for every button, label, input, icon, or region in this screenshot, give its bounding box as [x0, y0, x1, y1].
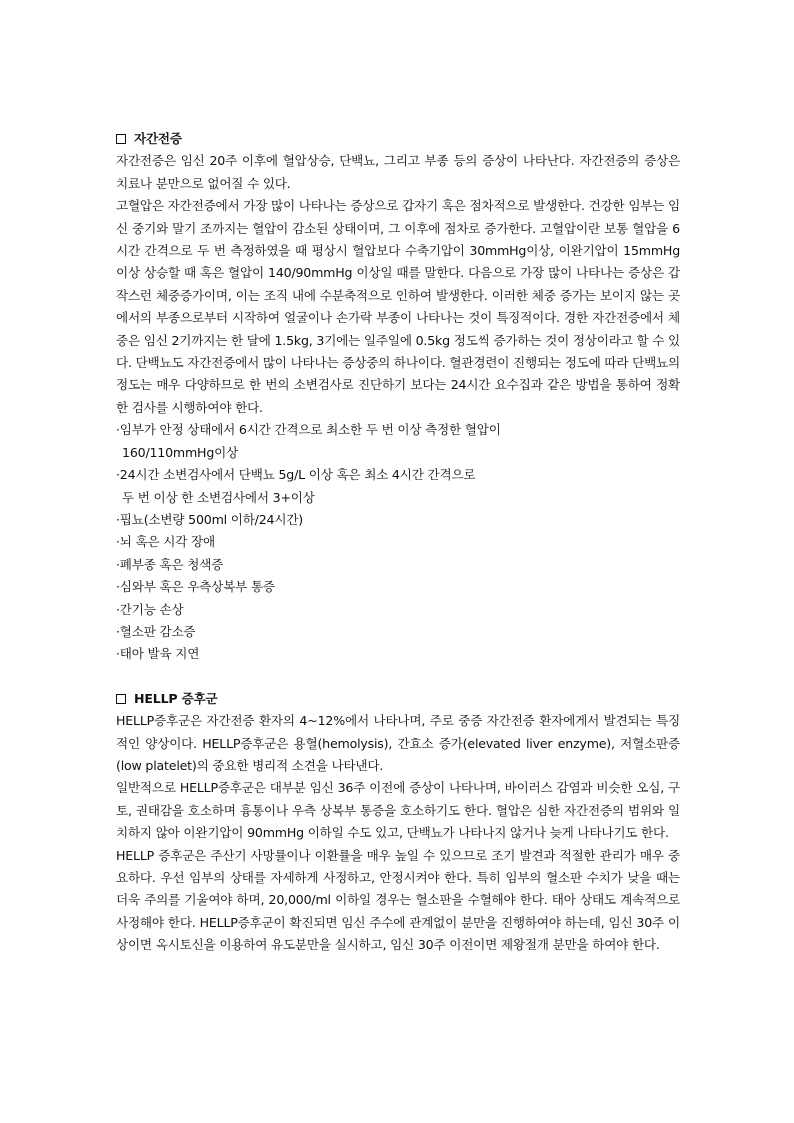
list-item [116, 419, 680, 464]
checkbox-square-icon [116, 134, 126, 144]
document-content [116, 128, 680, 957]
paragraph: HELLP증후군은 자간전증 환자의 4~12%에서 나타나며, 주로 중증 자간전증 환자에게서 발견되는 특징적인 양상이다. HELLP증후군은 용혈(hemolysis), 간효소 증가(elevated liver enzyme), 저혈소판증(low platelet)의 중요한 병리적 소견을 나타낸다. [116, 713, 680, 773]
list-item: ·간기능 손상 [116, 601, 184, 617]
section-heading-preeclampsia [116, 128, 680, 150]
section-title: 자간전증 [134, 131, 182, 146]
list-item: ·심와부 혹은 우측상복부 통증 [116, 579, 275, 595]
section-spacer [116, 666, 680, 688]
section-title: HELLP 증후군 [134, 690, 218, 706]
paragraph: HELLP 증후군은 주산기 사망률이나 이환률을 매우 높일 수 있으므로 조기 발견과 적절한 관리가 매우 중요하다. 우선 임부의 상태를 자세하게 사정하고, 안정시켜야 한다. 특히 임부의 혈소판 수치가 낮을 때는 더욱 주의를 기울여야 하며, 20,000/ml 이하일 경우는 혈소판을 수혈해야 한다. 태아 상태도 계속적으로 사정해야 한다. HELLP증후군이 확진되면 임신 주수에 관계없이 분만을 진행하여야 하는데, 임신 30주 이상이면 옥시토신을 이용하여 유도분만을 실시하고, 임신 30주 이전이면 제왕절개 분만을 하여야 한다. [116, 847, 680, 953]
checkbox-square-icon [116, 694, 126, 704]
list-item-line: ·임부가 안정 상태에서 6시간 간격으로 최소한 두 번 이상 측정한 혈압이 [116, 422, 501, 438]
list-item: ·핍뇨(소변량 500ml 이하/24시간) [116, 511, 303, 527]
list-item: ·폐부종 혹은 청색증 [116, 556, 224, 572]
list-item: ·혈소판 감소증 [116, 623, 196, 639]
paragraph: 일반적으로 HELLP증후군은 대부분 임신 36주 이전에 증상이 나타나며, 바이러스 감염과 비슷한 오심, 구토, 권태감을 호소하며 흉통이나 우측 상복부 통증을 호소하기도 한다. 혈압은 심한 자간전증의 범위와 일치하지 않아 이완기압이 90mmHg 이하일 수도 있고, 단백뇨가 나타나지 않거나 늦게 나타나기도 한다. [116, 780, 680, 841]
list-item-line: ·24시간 소변검사에서 단백뇨 5g/L 이상 혹은 최소 4시간 간격으로 [116, 467, 476, 483]
list-item: ·뇌 혹은 시각 장애 [116, 534, 215, 550]
list-item-continuation: 160/110mmHg이상 [122, 444, 239, 460]
paragraph: 고혈압은 자간전증에서 가장 많이 나타나는 증상으로 갑자기 혹은 점차적으로 발생한다. 건강한 임부는 임신 중기와 말기 조까지는 혈압이 감소된 상태이며, 그 이후에 점차로 증가한다. 고혈압이란 보통 혈압을 6시간 간격으로 두 번 측정하였을 때 평상시 혈압보다 수축기압이 30mmHg이상, 이완기압이 15mmHg이상 상승할 때 혹은 혈압이 140/90mmHg 이상일 때를 말한다. 다음으로 가장 많이 나타나는 증상은 갑작스런 체중증가이며, 이는 조직 내에 수분축적으로 인하여 발생한다. 이러한 체중 증가는 보이지 않는 곳에서의 부종으로부터 시작하여 얼굴이나 손가락 부종이 나타나는 것이 특징적이다. 경한 자간전증에서 체중은 임신 2기까지는 한 달에 1.5kg, 3기에는 일주일에 0.5kg 정도씩 증가하는 것이 정상이라고 할 수 있다. 단백뇨도 자간전증에서 많이 나타나는 증상중의 하나이다. 혈관경련이 진행되는 정도에 따라 단백뇨의 정도는 매우 다양하므로 한 번의 소변검사로 진단하기 보다는 24시간 요수집과 같은 방법을 통하여 정확한 검사를 시행하여야 한다. [116, 198, 680, 415]
list-item: ·태아 발육 지연 [116, 646, 200, 662]
paragraph: 자간전증은 임신 20주 이후에 혈압상승, 단백뇨, 그리고 부종 등의 증상이 나타난다. 자간전증의 증상은 치료나 분만으로 없어질 수 있다. [116, 153, 680, 191]
list-item-continuation: 두 번 이상 한 소변검사에서 3+이상 [122, 489, 315, 505]
list-item [116, 464, 680, 509]
section-heading-hellp [116, 688, 680, 710]
